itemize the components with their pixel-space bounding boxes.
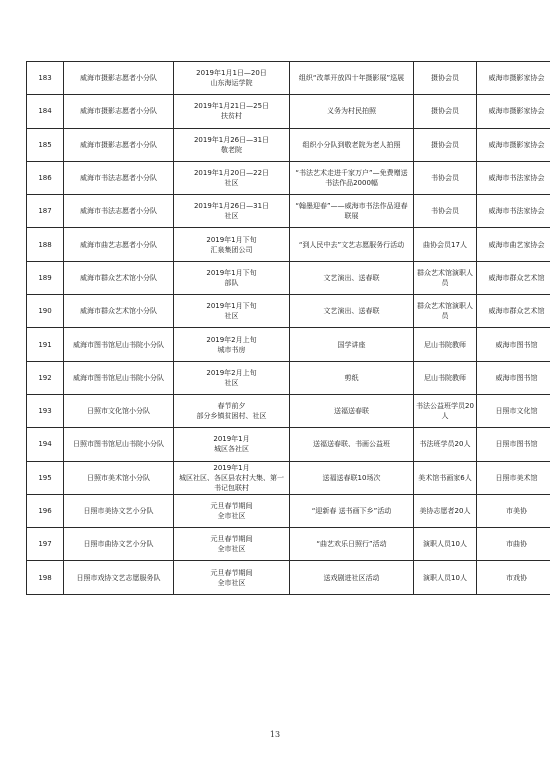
activity-content: “书法艺术走进千家万户”—免费赠送书法作品2000幅	[295, 169, 408, 188]
team-name: 日照市曲协文艺小分队	[83, 540, 154, 549]
activity-content-cell	[290, 228, 414, 261]
organizer-cell	[477, 561, 550, 594]
date-location-cell	[174, 128, 290, 161]
organizer-cell	[477, 161, 550, 194]
team-name-cell	[64, 461, 174, 494]
date-location-cell	[174, 361, 290, 394]
row-number-cell	[27, 261, 64, 294]
participants-cell	[414, 428, 477, 461]
table-row	[27, 461, 550, 494]
activity-content: “曲艺欢乐日照行”活动	[316, 540, 387, 549]
row-number: 192	[38, 373, 52, 382]
date-location-cell	[174, 161, 290, 194]
row-number-cell	[27, 62, 64, 95]
row-number-cell	[27, 295, 64, 328]
organizer: 市美协	[506, 507, 527, 515]
row-number-cell	[27, 461, 64, 494]
activity-content-cell	[290, 361, 414, 394]
participants-cell	[414, 228, 477, 261]
date-location: 元旦春节期间 全市社区	[210, 502, 253, 520]
team-name-cell	[64, 394, 174, 427]
date-location: 2019年1月20日—22日 社区	[193, 169, 270, 188]
team-name: 日照市图书馆尼山书院小分队	[73, 440, 164, 449]
team-name: 日照市美协文艺小分队	[83, 507, 154, 515]
participants-cell	[414, 528, 477, 561]
participants: 摄协会员	[431, 140, 459, 149]
activity-content: 文艺演出、送春联	[323, 273, 380, 282]
organizer: 威海市摄影家协会	[488, 107, 545, 116]
team-name: 威海市群众艺术馆小分队	[80, 307, 157, 316]
team-name-cell	[64, 295, 174, 328]
team-name-cell	[64, 261, 174, 294]
participants: 书协会员	[431, 207, 459, 216]
participants: 尼山书院教师	[424, 373, 466, 382]
participants-cell	[414, 394, 477, 427]
activity-content: “迎新春 送书画下乡”活动	[311, 507, 392, 515]
date-location-cell	[174, 561, 290, 594]
team-name: 威海市群众艺术馆小分队	[80, 273, 157, 282]
participants: 曲协会员17人	[423, 240, 467, 249]
date-location: 2019年1月26日—31日 社区	[193, 202, 270, 221]
activity-content-cell	[290, 494, 414, 527]
team-name-cell	[64, 195, 174, 228]
table-row	[27, 361, 550, 394]
participants: 书法班学员20人	[419, 440, 471, 449]
participants-cell	[414, 195, 477, 228]
team-name-cell	[64, 128, 174, 161]
organizer-cell	[477, 128, 550, 161]
participants: 美协志愿者20人	[419, 507, 471, 515]
row-number: 196	[38, 507, 52, 515]
team-name-cell	[64, 528, 174, 561]
team-name: 日照市美术馆小分队	[87, 473, 150, 482]
organizer: 日照市图书馆	[495, 440, 538, 449]
table-row	[27, 261, 550, 294]
activity-content-cell	[290, 161, 414, 194]
team-name: 威海市图书馆尼山书院小分队	[73, 340, 164, 349]
row-number-cell	[27, 494, 64, 527]
activity-content-cell	[290, 428, 414, 461]
participants: 摄协会员	[431, 74, 459, 83]
team-name-cell	[64, 561, 174, 594]
date-location-cell	[174, 195, 290, 228]
activity-content: 送戏剧进社区活动	[323, 573, 380, 582]
row-number-cell	[27, 528, 64, 561]
organizer-cell	[477, 461, 550, 494]
participants-cell	[414, 361, 477, 394]
team-name: 威海市书法志愿者小分队	[80, 174, 157, 183]
team-name-cell	[64, 428, 174, 461]
participants-cell	[414, 62, 477, 95]
date-location: 2019年1月1日—20日 山东海运学院	[196, 69, 267, 88]
participants: 书法公益班学员20人	[416, 402, 474, 421]
participants: 演职人员10人	[423, 540, 467, 549]
activity-content-cell	[290, 528, 414, 561]
team-name-cell	[64, 161, 174, 194]
row-number-cell	[27, 161, 64, 194]
team-name-cell	[64, 95, 174, 128]
table-row	[27, 528, 550, 561]
activity-content: “翰墨迎春”——威海市书法作品迎春联展	[295, 202, 408, 221]
date-location: 元旦春节期间 全市社区	[210, 568, 253, 587]
organizer: 威海市群众艺术馆	[488, 307, 545, 316]
activity-content-cell	[290, 561, 414, 594]
participants: 美术馆书画家6人	[418, 473, 472, 482]
organizer-cell	[477, 494, 550, 527]
row-number-cell	[27, 195, 64, 228]
activity-content: “到人民中去”文艺志愿服务行活动	[298, 240, 405, 249]
date-location: 2019年1月下旬 部队	[206, 268, 257, 287]
date-location: 2019年1月 城区各社区	[213, 435, 250, 454]
activity-content: 剪纸	[344, 373, 359, 382]
participants: 书协会员	[431, 174, 459, 183]
organizer: 威海市摄影家协会	[488, 140, 545, 149]
table-row	[27, 394, 550, 427]
organizer: 威海市曲艺家协会	[488, 240, 545, 249]
date-location: 元旦春节期间 全市社区	[210, 535, 253, 554]
date-location-cell	[174, 228, 290, 261]
activity-content-cell	[290, 128, 414, 161]
row-number-cell	[27, 328, 64, 361]
date-location: 2019年1月下旬 社区	[206, 302, 257, 321]
organizer: 日照市美术馆	[495, 473, 538, 482]
date-location-cell	[174, 394, 290, 427]
participants-cell	[414, 561, 477, 594]
organizer-cell	[477, 195, 550, 228]
activity-content-cell	[290, 95, 414, 128]
table-row	[27, 195, 550, 228]
table-row	[27, 428, 550, 461]
organizer-cell	[477, 261, 550, 294]
volunteer-activity-table	[26, 61, 550, 595]
team-name-cell	[64, 361, 174, 394]
table-body	[27, 62, 550, 595]
date-location-cell	[174, 295, 290, 328]
row-number-cell	[27, 128, 64, 161]
team-name: 威海市书法志愿者小分队	[80, 207, 157, 216]
table-row	[27, 295, 550, 328]
date-location: 2019年2月上旬 社区	[206, 368, 257, 387]
row-number: 197	[38, 540, 52, 549]
participants-cell	[414, 128, 477, 161]
row-number-cell	[27, 361, 64, 394]
participants-cell	[414, 328, 477, 361]
row-number: 188	[38, 240, 52, 249]
date-location: 2019年1月26日—31日 敬老院	[193, 135, 270, 154]
participants: 演职人员10人	[423, 573, 467, 582]
page-number: 13	[269, 730, 281, 739]
row-number: 183	[38, 74, 52, 83]
organizer: 市曲协	[506, 540, 527, 549]
row-number: 195	[38, 473, 52, 482]
activity-content-cell	[290, 394, 414, 427]
organizer-cell	[477, 95, 550, 128]
participants-cell	[414, 494, 477, 527]
activity-content-cell	[290, 461, 414, 494]
activity-content-cell	[290, 195, 414, 228]
date-location-cell	[174, 95, 290, 128]
team-name-cell	[64, 228, 174, 261]
participants: 群众艺术馆演职人员	[417, 302, 473, 321]
activity-content: 送福送春联	[334, 407, 369, 416]
participants: 摄协会员	[431, 107, 459, 116]
team-name: 日照市文化馆小分队	[87, 407, 150, 416]
row-number-cell	[27, 561, 64, 594]
row-number: 187	[38, 207, 52, 216]
activity-content: 文艺演出、送春联	[323, 307, 380, 316]
activity-content-cell	[290, 62, 414, 95]
organizer-cell	[477, 428, 550, 461]
row-number-cell	[27, 95, 64, 128]
activity-content: 组织“改革开放四十年摄影展”巡展	[298, 74, 405, 83]
date-location: 2019年1月下旬 汇泉集团公司	[206, 235, 257, 254]
table-row	[27, 62, 550, 95]
row-number: 194	[38, 440, 52, 449]
organizer-cell	[477, 62, 550, 95]
participants-cell	[414, 261, 477, 294]
row-number: 198	[38, 573, 52, 582]
row-number: 185	[38, 140, 52, 149]
participants-cell	[414, 295, 477, 328]
date-location-cell	[174, 62, 290, 95]
participants-cell	[414, 95, 477, 128]
activity-content: 组织小分队到敬老院为老人拍照	[302, 140, 401, 149]
organizer: 威海市图书馆	[495, 340, 538, 349]
table-row	[27, 161, 550, 194]
table-row	[27, 561, 550, 594]
participants-cell	[414, 461, 477, 494]
row-number-cell	[27, 394, 64, 427]
date-location: 春节前夕 部分乡镇贫困村、社区	[196, 402, 267, 421]
date-location-cell	[174, 328, 290, 361]
organizer: 威海市书法家协会	[488, 174, 545, 183]
row-number: 184	[38, 107, 52, 116]
date-location: 2019年1月21日—25日 扶贫村	[193, 102, 270, 121]
date-location-cell	[174, 494, 290, 527]
row-number: 189	[38, 273, 52, 282]
activity-content-cell	[290, 328, 414, 361]
team-name-cell	[64, 328, 174, 361]
organizer: 威海市图书馆	[495, 373, 538, 382]
organizer-cell	[477, 295, 550, 328]
table-row	[27, 95, 550, 128]
date-location-cell	[174, 528, 290, 561]
team-name-cell	[64, 62, 174, 95]
row-number-cell	[27, 228, 64, 261]
organizer: 市戏协	[506, 573, 527, 582]
table-row	[27, 228, 550, 261]
team-name: 威海市摄影志愿者小分队	[80, 74, 157, 83]
organizer: 威海市摄影家协会	[488, 74, 545, 83]
activity-content: 送福送春联、书画公益班	[313, 440, 390, 449]
participants: 群众艺术馆演职人员	[417, 268, 473, 287]
table-row	[27, 128, 550, 161]
participants-cell	[414, 161, 477, 194]
date-location-cell	[174, 261, 290, 294]
row-number: 193	[38, 407, 52, 416]
activity-content: 义务为村民拍照	[327, 107, 376, 116]
organizer-cell	[477, 228, 550, 261]
row-number: 190	[38, 307, 52, 316]
table-row	[27, 494, 550, 527]
date-location-cell	[174, 461, 290, 494]
organizer-cell	[477, 361, 550, 394]
organizer: 威海市书法家协会	[488, 207, 545, 216]
row-number-cell	[27, 428, 64, 461]
organizer: 日照市文化馆	[495, 407, 538, 416]
organizer-cell	[477, 528, 550, 561]
date-location: 2019年2月上旬 城市书房	[206, 335, 257, 354]
team-name: 威海市摄影志愿者小分队	[80, 140, 157, 149]
activity-content-cell	[290, 261, 414, 294]
organizer-cell	[477, 394, 550, 427]
team-name: 威海市曲艺志愿者小分队	[80, 240, 157, 249]
team-name-cell	[64, 494, 174, 527]
team-name: 日照市戏协文艺志愿服务队	[76, 573, 161, 582]
date-location-cell	[174, 428, 290, 461]
row-number: 186	[38, 174, 52, 183]
activity-content: 国学讲座	[337, 340, 366, 349]
participants: 尼山书院教师	[424, 340, 466, 349]
row-number: 191	[38, 340, 52, 349]
organizer: 威海市群众艺术馆	[488, 273, 545, 282]
activity-content: 送福送春联10场次	[322, 473, 381, 482]
team-name: 威海市图书馆尼山书院小分队	[73, 373, 164, 382]
activity-content-cell	[290, 295, 414, 328]
date-location: 2019年1月 城区社区、各区县农村大集、第一书记包联村	[179, 463, 284, 492]
team-name: 威海市摄影志愿者小分队	[80, 107, 157, 116]
table-row	[27, 328, 550, 361]
organizer-cell	[477, 328, 550, 361]
